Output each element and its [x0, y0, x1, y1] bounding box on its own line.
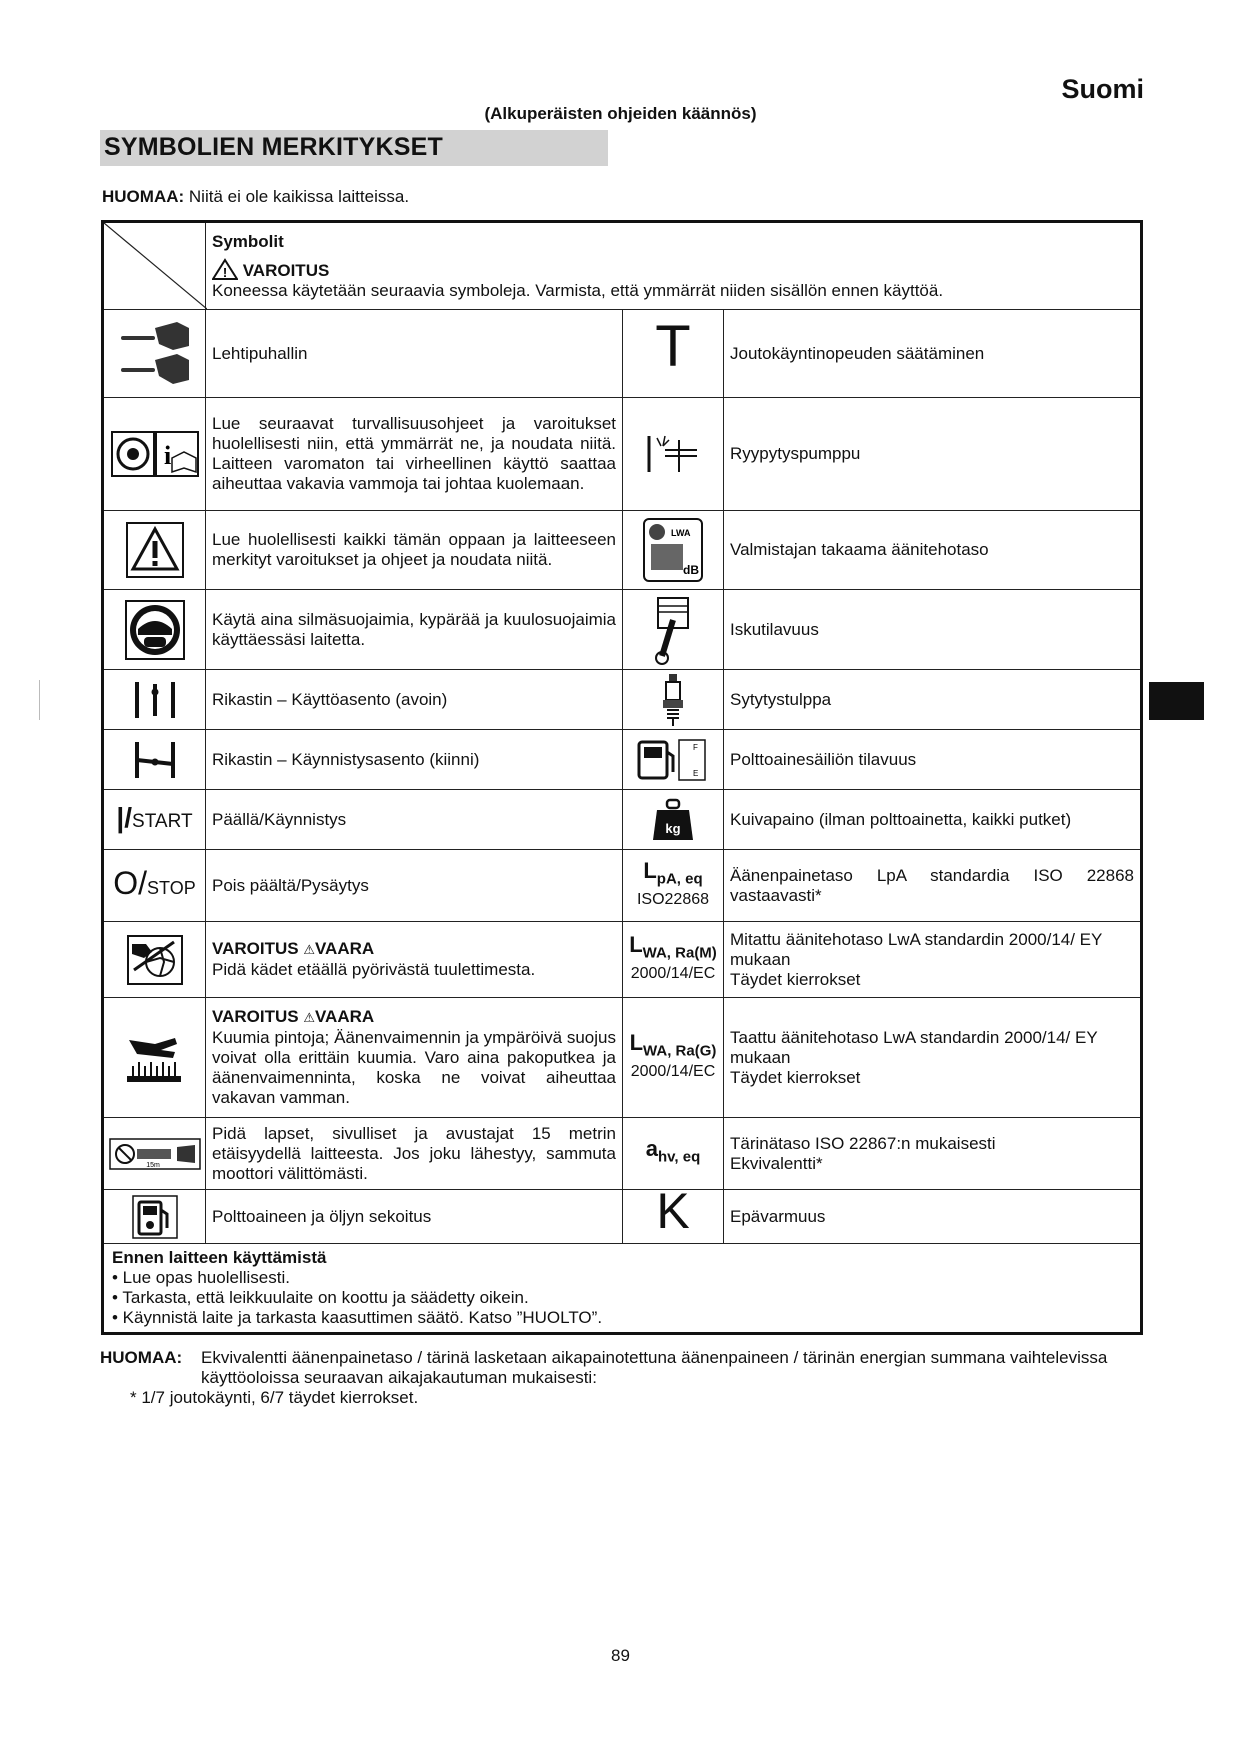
warning-triangle-icon — [212, 258, 238, 280]
before-use-item: • Käynnistä laite ja tarkasta kaasuttimen säätö. Katso ”HUOLTO”. — [112, 1308, 603, 1327]
uncertainty-k-symbol: K — [656, 1182, 690, 1239]
icon-cell — [103, 398, 206, 511]
row-text-mid: Polttoainesäiliön tilavuus — [724, 730, 1142, 790]
row-text-left: Päällä/Käynnistys — [206, 790, 623, 850]
before-use-title: Ennen laitteen käyttämistä — [112, 1248, 327, 1267]
idle-speed-t-icon: T — [655, 313, 691, 379]
diagonal-cell — [103, 222, 206, 310]
icon-cell — [103, 511, 206, 590]
danger-heading: VAROITUS ⚠VAARA — [212, 939, 375, 958]
table-row — [103, 670, 1142, 730]
full-throttle-text: Täydet kierrokset — [730, 1067, 861, 1087]
table-row — [103, 1118, 1142, 1190]
stop-label: STOP — [147, 877, 196, 898]
row-text-right: Valmistajan takaama äänitehotaso — [724, 511, 1142, 590]
distance-label: 15m — [145, 1161, 160, 1169]
stop-icon: O/STOP — [113, 864, 196, 901]
danger-text: Pidä kädet etäällä pyörivästä tuulettimesta. — [212, 960, 536, 979]
icon-cell — [103, 922, 206, 998]
warning-triangle-icon — [125, 521, 185, 579]
page-number: 89 — [611, 1646, 630, 1665]
row-text-left — [206, 998, 623, 1118]
before-use-cell — [103, 1244, 1142, 1334]
before-use-item: • Lue opas huolellisesti. — [112, 1268, 290, 1287]
row-text-left: Lue huolellisesti kaikki tämän oppaan ja laitteeseen merkityt varoitukset ja ohjeet ja noudata niitä. — [206, 511, 623, 590]
intro-note — [102, 187, 409, 207]
row-text-right — [724, 1118, 1142, 1190]
fuel-oil-mix-icon — [131, 1194, 179, 1240]
row-text-mid: Kuivapaino (ilman polttoainetta, kaikki putket) — [724, 790, 1142, 850]
icon-cell — [103, 850, 206, 922]
row-text-mid: Sytytystulppa — [724, 670, 1142, 730]
spark-plug-icon — [653, 672, 693, 728]
vibration-symbol-cell — [623, 1118, 724, 1190]
row-text-left: Lehtipuhallin — [206, 310, 623, 398]
row-text-right: Epävarmuus — [724, 1190, 1142, 1244]
uncertainty-symbol-cell — [623, 1182, 724, 1244]
lwa-ram-standard: 2000/14/EC — [630, 964, 716, 982]
fuel-gauge-e-label: E — [693, 768, 699, 778]
icon-cell — [103, 998, 206, 1118]
leaf-blower-icon — [115, 316, 195, 392]
row-text-right: Äänenpainetaso LpA standardia ISO 22868 vastaavasti* — [724, 850, 1142, 922]
weight-unit-label: kg — [665, 820, 681, 836]
choke-closed-icon — [127, 738, 183, 782]
danger-heading: VAROITUS ⚠VAARA — [212, 1007, 375, 1026]
symbols-table — [101, 220, 1143, 1335]
table-row — [103, 922, 1142, 998]
row-text-left — [206, 922, 623, 998]
note-label: HUOMAA: — [102, 187, 185, 206]
table-row — [103, 511, 1142, 590]
icon-cell — [103, 1190, 206, 1244]
sound-power-measured-cell — [623, 922, 724, 998]
symbols-title: Symbolit — [212, 231, 284, 251]
section-tab-marker — [1149, 682, 1204, 720]
sound-power-guaranteed-cell — [623, 998, 724, 1118]
svg-text:i: i — [163, 441, 171, 470]
sound-power-lwa-label: LWA — [671, 528, 691, 538]
icon-cell — [103, 310, 206, 398]
lpa-symbol: $L_{pA, eq}$ — [643, 858, 703, 888]
read-manual-icon — [110, 428, 200, 480]
displacement-piston-icon — [648, 594, 698, 666]
table-header-cell — [206, 222, 1142, 310]
measured-sound-power-text: Mitattu äänitehotaso LwA standardin 2000/14/ EY mukaan — [730, 929, 1103, 969]
choke-open-icon — [127, 678, 183, 722]
table-row — [103, 310, 1142, 398]
margin-mark — [39, 680, 40, 720]
before-use-item: • Tarkasta, että leikkuulaite on koottu ja säädetty oikein. — [112, 1288, 529, 1307]
icon-cell — [623, 790, 724, 850]
note-text: Niitä ei ole kaikissa laitteissa. — [188, 187, 410, 206]
subtitle: (Alkuperäisten ohjeiden käännös) — [484, 104, 757, 123]
row-text-left: Rikastin – Käynnistysasento (kiinni) — [206, 730, 623, 790]
table-header-row — [103, 222, 1142, 310]
warning-label: VAROITUS — [242, 260, 330, 280]
table-row — [103, 850, 1142, 922]
row-text-left: Rikastin – Käyttöasento (avoin) — [206, 670, 623, 730]
ahv-symbol: $a_{hv, eq}$ — [645, 1136, 701, 1166]
danger-text: Kuumia pintoja; Äänenvaimennin ja ympäröivä suojus voivat olla erittäin kuumia. Varo aina pakoputkea ja äänenvaimenninta, koska ne voivat aiheuttaa vakavan vamman. — [212, 1028, 616, 1107]
row-text-left: Pidä lapset, sivulliset ja avustajat 15 metrin etäisyydellä laitteesta. Jos joku lähestyy, sammuta moottori välittömästi. — [206, 1118, 623, 1190]
footnote-detail: * 1/7 joutokäynti, 6/7 täydet kierrokset. — [130, 1388, 419, 1407]
fuel-gauge-f-label: F — [693, 742, 698, 752]
guaranteed-sound-power-text: Taattu äänitehotaso LwA standardin 2000/14/ EY mukaan — [730, 1027, 1098, 1067]
primer-pump-icon — [643, 430, 703, 478]
keep-distance-icon — [109, 1137, 201, 1171]
table-row — [103, 590, 1142, 670]
language-label: Suomi — [1061, 74, 1144, 104]
row-text-left: Lue seuraavat turvallisuusohjeet ja varoitukset huolellisesti niin, että ymmärrät ne, ja noudata niitä. Laitteen varomaton tai virheellinen käyttö saattaa aiheuttaa vakavia vammoja tai johtaa kuolemaan. — [206, 398, 623, 511]
table-footer-row — [103, 1244, 1142, 1334]
danger-triangle-icon: ⚠ — [303, 1010, 315, 1025]
icon-cell — [103, 590, 206, 670]
icon-cell — [103, 730, 206, 790]
protective-gear-icon — [124, 599, 186, 661]
table-row — [103, 730, 1142, 790]
footnote-label: HUOMAA: — [100, 1348, 183, 1367]
fuel-tank-capacity-icon — [635, 736, 711, 784]
rotating-fan-hand-icon — [126, 934, 184, 986]
icon-cell — [623, 398, 724, 511]
svg-text:!: ! — [222, 264, 228, 280]
row-text-right: Ryypytyspumppu — [724, 398, 1142, 511]
row-text-left: Polttoaineen ja öljyn sekoitus — [206, 1190, 623, 1244]
icon-cell — [623, 730, 724, 790]
equivalent-text: Ekvivalentti* — [730, 1153, 823, 1173]
section-title: SYMBOLIEN MERKITYKSET — [104, 133, 443, 161]
hot-surface-icon — [125, 1030, 185, 1086]
vibration-text: Tärinätaso ISO 22867:n mukaisesti — [730, 1133, 996, 1153]
danger-triangle-icon: ⚠ — [303, 942, 315, 957]
sound-power-db-label: dB — [683, 563, 699, 577]
row-text-right — [724, 922, 1142, 998]
lwa-ram-symbol: $L_{WA, Ra(M)}$ — [629, 932, 717, 962]
footnote-text: Ekvivalentti äänenpainetaso / tärinä lasketaan aikapainotettuna äänenpaineen / tärinän energian summana vaihtelevissa käyttöoloissa seuraavan aikajakautuman mukaisesti: — [201, 1348, 1108, 1387]
row-text-left: Käytä aina silmäsuojaimia, kypärää ja kuulosuojaimia käyttäessäsi laitetta. — [206, 590, 623, 670]
table-row — [103, 398, 1142, 511]
section-heading-box — [100, 130, 608, 166]
icon-cell — [623, 310, 724, 398]
start-label: START — [132, 810, 193, 832]
icon-cell — [623, 590, 724, 670]
table-row — [103, 790, 1142, 850]
warning-text: Koneessa käytetään seuraavia symboleja. Varmista, että ymmärrät niiden sisällön ennen käyttöä. — [212, 280, 944, 300]
sound-power-icon — [641, 516, 705, 584]
icon-cell — [623, 511, 724, 590]
dry-weight-kg-icon — [651, 798, 695, 842]
row-text-right — [724, 998, 1142, 1118]
lwa-rag-standard: 2000/14/EC — [630, 1062, 716, 1080]
lpa-standard: ISO22868 — [636, 890, 710, 908]
start-icon: |/START — [116, 801, 193, 833]
row-text-left: Pois päältä/Pysäytys — [206, 850, 623, 922]
table-row — [103, 1190, 1142, 1244]
icon-cell — [103, 670, 206, 730]
icon-cell — [103, 790, 206, 850]
warning-heading — [212, 258, 1134, 281]
row-text-right: Joutokäyntinopeuden säätäminen — [724, 310, 1142, 398]
row-text-right: Iskutilavuus — [724, 590, 1142, 670]
lwa-rag-symbol: $L_{WA, Ra(G)}$ — [629, 1030, 717, 1060]
diagonal-line-icon — [104, 223, 207, 309]
icon-cell — [103, 1118, 206, 1190]
sound-pressure-symbol-cell — [623, 850, 724, 922]
full-throttle-text: Täydet kierrokset — [730, 969, 861, 989]
icon-cell — [623, 670, 724, 730]
table-row — [103, 998, 1142, 1118]
